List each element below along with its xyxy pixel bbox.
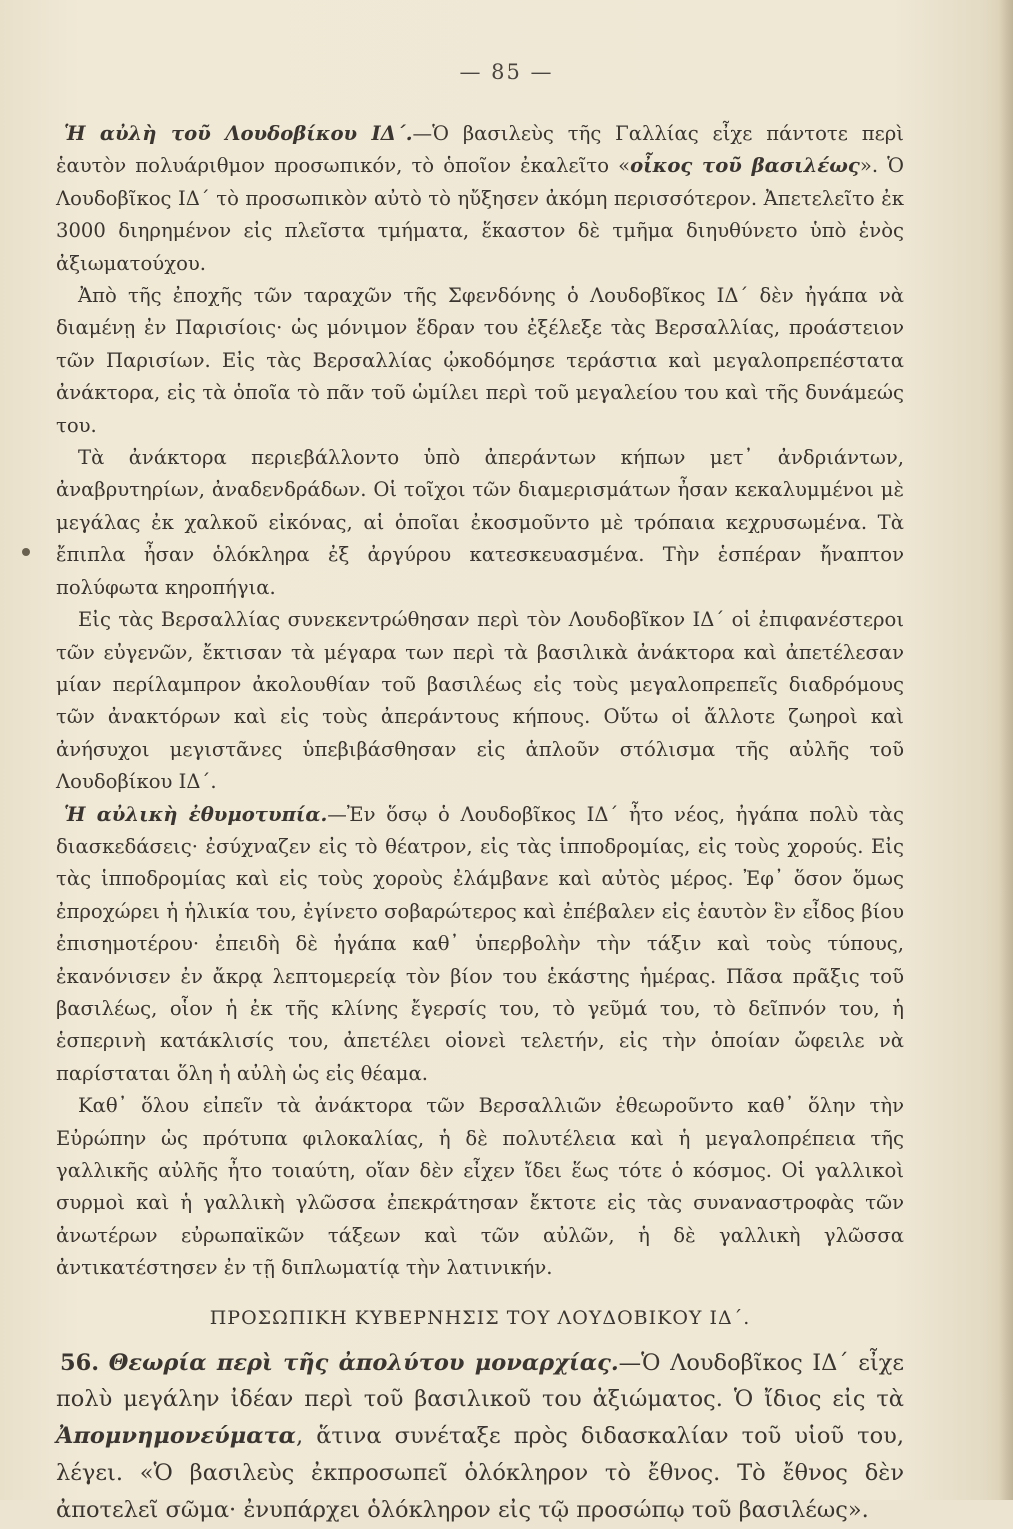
section-number: 56.	[60, 1349, 100, 1376]
paragraph: Τὰ ἀνάκτορα περιεβάλλοντο ὑπὸ ἀπεράντων κήπων μετ᾽ ἀνδριάντων, ἀναβρυτηρίων, ἀναδενδράδων. Οἱ τοῖχοι τῶν διαμερισμάτων ἦσαν κεκαλυμμένοι μὲ μεγάλας ἐκ χαλκοῦ εἰκόνας, αἱ ὁποῖαι ἐκοσμοῦντο μὲ τρόπαια κεχρυσωμένα. Τὰ ἔπιπλα ἦσαν ὁλόκληρα ἐξ ἀργύρου κατεσκευασμένα. Τὴν ἑσπέραν ἤναπτον πολύφωτα κηροπήγια.	[56, 446, 904, 599]
paragraph: Καθ᾽ ὅλου εἰπεῖν τὰ ἀνάκτορα τῶν Βερσαλλιῶν ἐθεωροῦντο καθ᾽ ὅλην τὴν Εὐρώπην ὡς πρότυπα φιλοκαλίας, ἡ δὲ πολυτέλεια καὶ ἡ μεγαλοπρέπεια τῆς γαλλικῆς αὐλῆς ἦτο τοιαύτη, οἵαν δὲν εἶχεν ἴδει ἕως τότε ὁ κόσμος. Οἱ γαλλικοὶ συρμοὶ καὶ ἡ γαλλικὴ γλῶσσα ἐπεκράτησαν ἔκτοτε εἰς τὰς συναναστροφὰς τῶν ἀνωτέρων εὐρωπαϊκῶν τάξεων καὶ τῶν αὐλῶν, ἡ δὲ γαλλικὴ γλῶσσα ἀντικατέστησεν ἐν τῇ διπλωματίᾳ τὴν λατινικήν.	[56, 1094, 904, 1280]
paragraph: Εἰς τὰς Βερσαλλίας συνεκεντρώθησαν περὶ τὸν Λουδοβῖκον ΙΔ΄ οἱ ἐπιφανέστεροι τῶν εὐγενῶν, ἔκτισαν τὰ μέγαρα των περὶ τὰ βασιλικὰ ἀνάκτορα καὶ ἀπετέλεσαν μίαν περίλαμπρον ἀκολουθίαν τοῦ βασιλέως εἰς τοὺς μεγαλοπρεπεῖς διαδρόμους τῶν ἀνακτόρων καὶ εἰς τοὺς ἀπεράντους κήπους. Οὕτω οἱ ἄλλοτε ζωηροὶ καὶ ἀνήσυχοι μεγιστᾶνες ὑπεβιβάσθησαν εἰς ἁπλοῦν στόλισμα τῆς αὐλῆς τοῦ Λουδοβίκου ΙΔ΄.	[56, 608, 904, 794]
paragraph-etiquette	[56, 799, 904, 1091]
paragraph-court	[56, 118, 904, 280]
paragraph-text: Ὁ βασιλεὺς τῆς Γαλλίας εἶχε πάντοτε περὶ ἑαυτὸν πολυάριθμον προσωπικόν, τὸ ὁποῖον ἐκαλεῖτο «	[56, 122, 904, 178]
body-text	[56, 118, 904, 1529]
paragraph-text: ». Ὁ Λουδοβῖκος ΙΔ΄ τὸ προσωπικὸν αὐτὸ τὸ ηὔξησεν ἀκόμη περισσότερον. Ἀπετελεῖτο ἐκ 3000 διηρημένον εἰς πλεῖστα τμήματα, ἕκαστον δὲ τμῆμα διηυθύνετο ὑπὸ ἑνὸς ἀξιωματούχου.	[56, 154, 904, 275]
paragraph-text: Ὁ Λουδοβῖκος ΙΔ΄ εἶχε πολὺ μεγάλην ἰδέαν περὶ τοῦ βασιλικοῦ του ἀξιώματος. Ὁ ἴδιος εἰς τὰ	[56, 1349, 904, 1413]
work-title: Ἀπομνημονεύματα	[56, 1423, 296, 1450]
paragraph-text: , ἅτινα συνέταξε πρὸς διδασκαλίαν τοῦ υἱοῦ του, λέγει. «Ὁ βασιλεὺς ἐκπροσωπεῖ ὁλόκληρον τὸ ἔθνος. Τὸ ἔθνος δὲν ἀποτελεῖ σῶμα· ἐνυπάρχει ὁλόκληρον εἰς τῷ προσώπῳ τοῦ βασιλέως».	[56, 1423, 904, 1523]
section-heading-etiquette: Ἡ αὐλικὴ ἐθυμοτυπία.	[64, 802, 328, 826]
paragraph-56	[56, 1345, 904, 1529]
section-heading-monarchy: Θεωρία περὶ τῆς ἀπολύτου μοναρχίας.	[108, 1349, 619, 1376]
emphasis-term: οἶκος τοῦ βασιλέως	[630, 154, 860, 178]
paragraph-text: Ἐν ὅσῳ ὁ Λουδοβῖκος ΙΔ΄ ἦτο νέος, ἠγάπα πολὺ τὰς διασκεδάσεις· ἐσύχναζεν εἰς τὸ θέατρον, εἰς τὰς ἱπποδρομίας, εἰς τοὺς χορούς. Εἰς τὰς ἱπποδρομίας καὶ εἰς τοὺς χοροὺς ἐλάμβανε καὶ αὐτὸς μέρος. Ἐφ᾽ ὅσον ὅμως ἐπροχώρει ἡ ἡλικία του, ἐγίνετο σοβαρώτερος καὶ ἐπέβαλεν εἰς ἑαυτὸν ἓν εἶδος βίου ἐπισημοτέρου· ἐπειδὴ δὲ ἠγάπα καθ᾽ ὑπερβολὴν τὴν τάξιν καὶ τοὺς τύπους, ἐκανόνισεν ἐν ἄκρᾳ λεπτομερείᾳ τὸν βίον του ἑκάστης ἡμέρας. Πᾶσα πρᾶξις τοῦ βασιλέως, οἷον ἡ ἐκ τῆς κλίνης ἔγερσίς του, τὸ γεῦμά του, τὸ δεῖπνόν του, ἡ ἑσπερινὴ κατάκλισίς του, ἀπετέλει οἱονεὶ τελετήν, εἰς τὴν ὁποίαν ὤφειλε νὰ παρίσταται ὅλη ἡ αὐλὴ ὡς εἰς θέαμα.	[56, 802, 904, 1085]
dash: —	[327, 802, 347, 826]
section-heading-court: Ἡ αὐλὴ τοῦ Λουδοβίκου ΙΔ΄.	[64, 122, 413, 145]
page-number: — 85 —	[459, 60, 554, 84]
margin-dot	[22, 548, 30, 556]
dash: —	[618, 1349, 642, 1376]
chapter-title: ΠΡΟΣΩΠΙΚΗ ΚΥΒΕΡΝΗΣΙΣ ΤΟΥ ΛΟΥΔΟΒΙΚΟΥ ΙΔ΄.	[209, 1306, 751, 1329]
dash: —	[412, 122, 433, 145]
page-spine-shadow	[999, 0, 1013, 1500]
paragraph: Ἀπὸ τῆς ἐποχῆς τῶν ταραχῶν τῆς Σφενδόνης ὁ Λουδοβῖκος ΙΔ΄ δὲν ἠγάπα νὰ διαμένῃ ἐν Παρισίοις· ὡς μόνιμον ἕδραν του ἐξέλεξε τὰς Βερσαλλίας, προάστειον τῶν Παρισίων. Εἰς τὰς Βερσαλλίας ᾠκοδόμησε τεράστια καὶ μεγαλοπρεπέστατα ἀνάκτορα, εἰς τὰ ὁποῖα τὸ πᾶν τοῦ ὡμίλει περὶ τοῦ μεγαλείου του καὶ τῆς δυνάμεώς του.	[56, 284, 904, 437]
